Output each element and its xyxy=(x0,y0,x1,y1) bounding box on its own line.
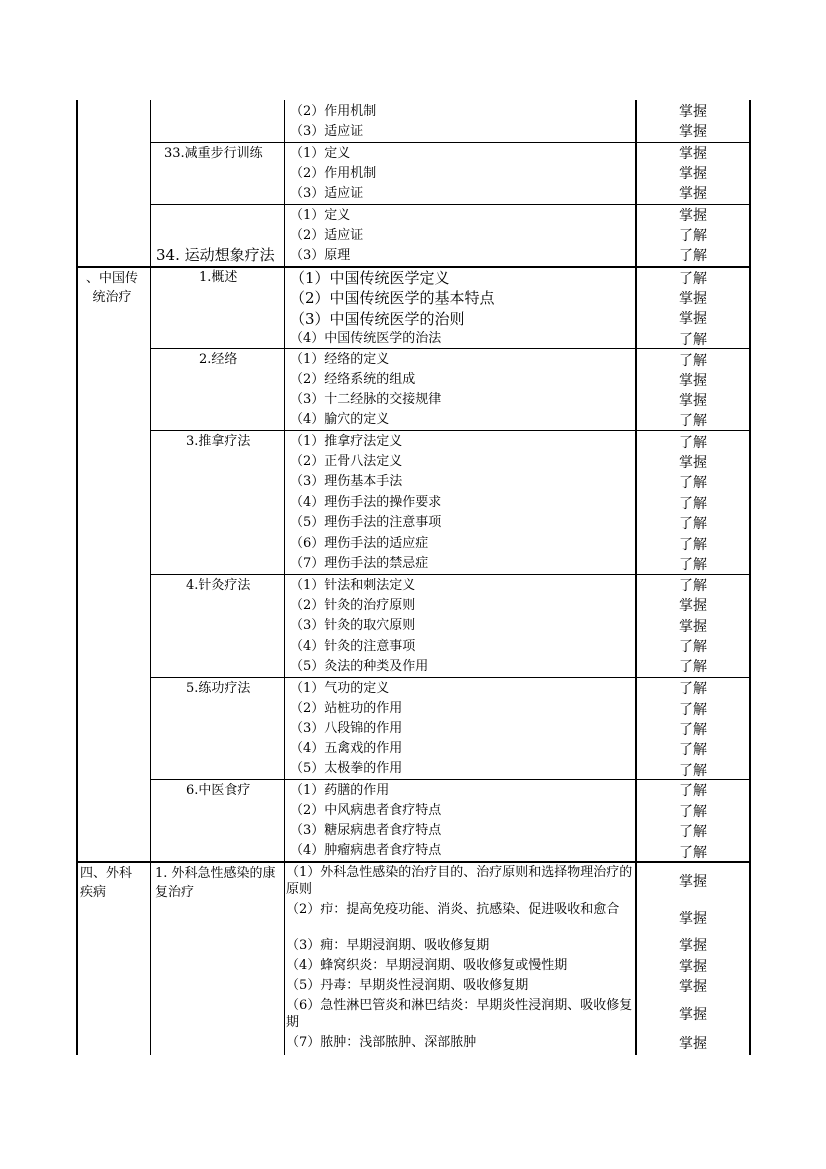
item-text: （5）理伤手法的注意事项 xyxy=(290,515,442,530)
item-text: （4）中国传统医学的治法 xyxy=(290,331,442,346)
level-badge: 掌握 xyxy=(679,979,707,995)
level-badge: 掌握 xyxy=(679,911,707,927)
level-badge: 了解 xyxy=(679,353,707,369)
level-badge: 掌握 xyxy=(679,291,707,307)
item-text: （2）站桩功的作用 xyxy=(290,701,403,716)
row-divider xyxy=(150,142,751,143)
item-text: （1）外科急性感染的治疗目的、治疗原则和选择物理治疗的原则 xyxy=(286,865,633,897)
item-text: （5）太极拳的作用 xyxy=(290,761,403,776)
level-badge: 了解 xyxy=(679,228,707,244)
level-badge: 了解 xyxy=(679,783,707,799)
subtopic-label: 4.针灸疗法 xyxy=(186,578,251,593)
level-badge: 掌握 xyxy=(679,938,707,954)
item-text: （3）理伤基本手法 xyxy=(290,474,403,489)
item-text: （7）脓肿：浅部脓肿、深部脓肿 xyxy=(286,1035,477,1050)
item-text: （2）正骨八法定义 xyxy=(290,454,403,469)
item-text: （3）中国传统医学的治则 xyxy=(290,310,465,328)
row-divider xyxy=(150,574,751,575)
level-badge: 掌握 xyxy=(679,959,707,975)
level-badge: 掌握 xyxy=(679,311,707,327)
level-badge: 掌握 xyxy=(679,874,707,890)
level-badge: 掌握 xyxy=(679,1036,707,1052)
item-text: （6）急性淋巴管炎和淋巴结炎：早期炎性浸润期、吸收修复期 xyxy=(286,998,633,1030)
item-text: （2）经络系统的组成 xyxy=(290,372,416,387)
subtopic-label: 6.中医食疗 xyxy=(186,783,251,798)
level-badge: 掌握 xyxy=(679,124,707,140)
level-badge: 了解 xyxy=(679,413,707,429)
level-badge: 了解 xyxy=(679,475,707,491)
level-badge: 了解 xyxy=(679,435,707,451)
level-badge: 了解 xyxy=(679,557,707,573)
item-text: （3）痈：早期浸润期、吸收修复期 xyxy=(286,938,490,953)
level-badge: 掌握 xyxy=(679,186,707,202)
subtopic-label: 3.推拿疗法 xyxy=(186,434,251,449)
item-text: （1）定义 xyxy=(290,208,351,223)
item-text: （5）灸法的种类及作用 xyxy=(290,659,429,674)
item-text: （2）作用机制 xyxy=(290,166,377,181)
level-badge: 了解 xyxy=(679,845,707,861)
table-border-left xyxy=(76,100,78,1055)
column-divider-2 xyxy=(284,100,285,1055)
item-text: （1）中国传统医学定义 xyxy=(290,269,450,287)
column-divider-1 xyxy=(150,100,151,1055)
row-divider xyxy=(150,430,751,431)
category-label: 、中国传统治疗 xyxy=(85,271,138,305)
subtopic-label: 2.经络 xyxy=(199,352,238,367)
item-text: （4）腧穴的定义 xyxy=(290,412,390,427)
item-text: （2）疖：提高免疫功能、消炎、抗感染、促进吸收和愈合 xyxy=(286,902,620,917)
level-badge: 掌握 xyxy=(679,598,707,614)
item-text: （1）气功的定义 xyxy=(290,681,390,696)
subtopic-label: 33.减重步行训练 xyxy=(164,146,263,161)
level-badge: 了解 xyxy=(679,681,707,697)
item-text: （2）针灸的治疗原则 xyxy=(290,598,416,613)
row-divider xyxy=(150,677,751,678)
level-badge: 掌握 xyxy=(679,166,707,182)
section-divider xyxy=(76,266,751,268)
level-badge: 了解 xyxy=(679,537,707,553)
subtopic-label: 34. 运动想象疗法 xyxy=(156,246,275,264)
level-badge: 了解 xyxy=(679,804,707,820)
level-badge: 了解 xyxy=(679,659,707,675)
item-text: （3）原理 xyxy=(290,248,351,263)
item-text: （1）推拿疗法定义 xyxy=(290,434,403,449)
item-text: （3）针灸的取穴原则 xyxy=(290,618,416,633)
level-badge: 掌握 xyxy=(679,619,707,635)
item-text: （1）药膳的作用 xyxy=(290,783,390,798)
item-text: （4）蜂窝织炎：早期浸润期、吸收修复或慢性期 xyxy=(286,958,568,973)
item-text: （4）针灸的注意事项 xyxy=(290,639,416,654)
item-text: （5）丹毒：早期炎性浸润期、吸收修复期 xyxy=(286,978,529,993)
subtopic-label: 1. 外科急性感染的康复治疗 xyxy=(155,866,276,900)
level-badge: 了解 xyxy=(679,742,707,758)
subtopic-label: 1.概述 xyxy=(199,270,238,285)
item-text: （3）适应证 xyxy=(290,186,364,201)
level-badge: 掌握 xyxy=(679,455,707,471)
level-badge: 掌握 xyxy=(679,146,707,162)
level-badge: 掌握 xyxy=(679,208,707,224)
level-badge: 掌握 xyxy=(679,104,707,120)
level-badge: 掌握 xyxy=(679,393,707,409)
item-text: （3）适应证 xyxy=(290,124,364,139)
item-text: （3）八段锦的作用 xyxy=(290,721,403,736)
level-badge: 了解 xyxy=(679,578,707,594)
item-text: （1）定义 xyxy=(290,146,351,161)
level-badge: 了解 xyxy=(679,496,707,512)
item-text: （2）中国传统医学的基本特点 xyxy=(290,289,495,307)
level-badge: 了解 xyxy=(679,271,707,287)
item-text: （7）理伤手法的禁忌症 xyxy=(290,556,429,571)
item-text: （2）适应证 xyxy=(290,228,364,243)
level-badge: 了解 xyxy=(679,639,707,655)
level-badge: 了解 xyxy=(679,824,707,840)
item-text: （4）肿瘤病患者食疗特点 xyxy=(290,843,442,858)
level-badge: 掌握 xyxy=(679,373,707,389)
level-badge: 了解 xyxy=(679,332,707,348)
level-badge: 了解 xyxy=(679,516,707,532)
item-text: （1）经络的定义 xyxy=(290,352,390,367)
item-text: （4）五禽戏的作用 xyxy=(290,741,403,756)
subtopic-label: 5.练功疗法 xyxy=(186,681,251,696)
level-badge: 了解 xyxy=(679,763,707,779)
item-text: （4）理伤手法的操作要求 xyxy=(290,495,442,510)
item-text: （3）十二经脉的交接规律 xyxy=(290,392,442,407)
item-text: （2）作用机制 xyxy=(290,104,377,119)
level-badge: 掌握 xyxy=(679,1007,707,1023)
item-text: （3）糖尿病患者食疗特点 xyxy=(290,823,442,838)
category-label: 四、外科疾病 xyxy=(80,866,133,900)
level-badge: 了解 xyxy=(679,248,707,264)
level-badge: 了解 xyxy=(679,722,707,738)
row-divider xyxy=(150,204,751,205)
item-text: （6）理伤手法的适应症 xyxy=(290,536,429,551)
level-badge: 了解 xyxy=(679,702,707,718)
item-text: （2）中风病患者食疗特点 xyxy=(290,803,442,818)
item-text: （1）针法和刺法定义 xyxy=(290,578,416,593)
